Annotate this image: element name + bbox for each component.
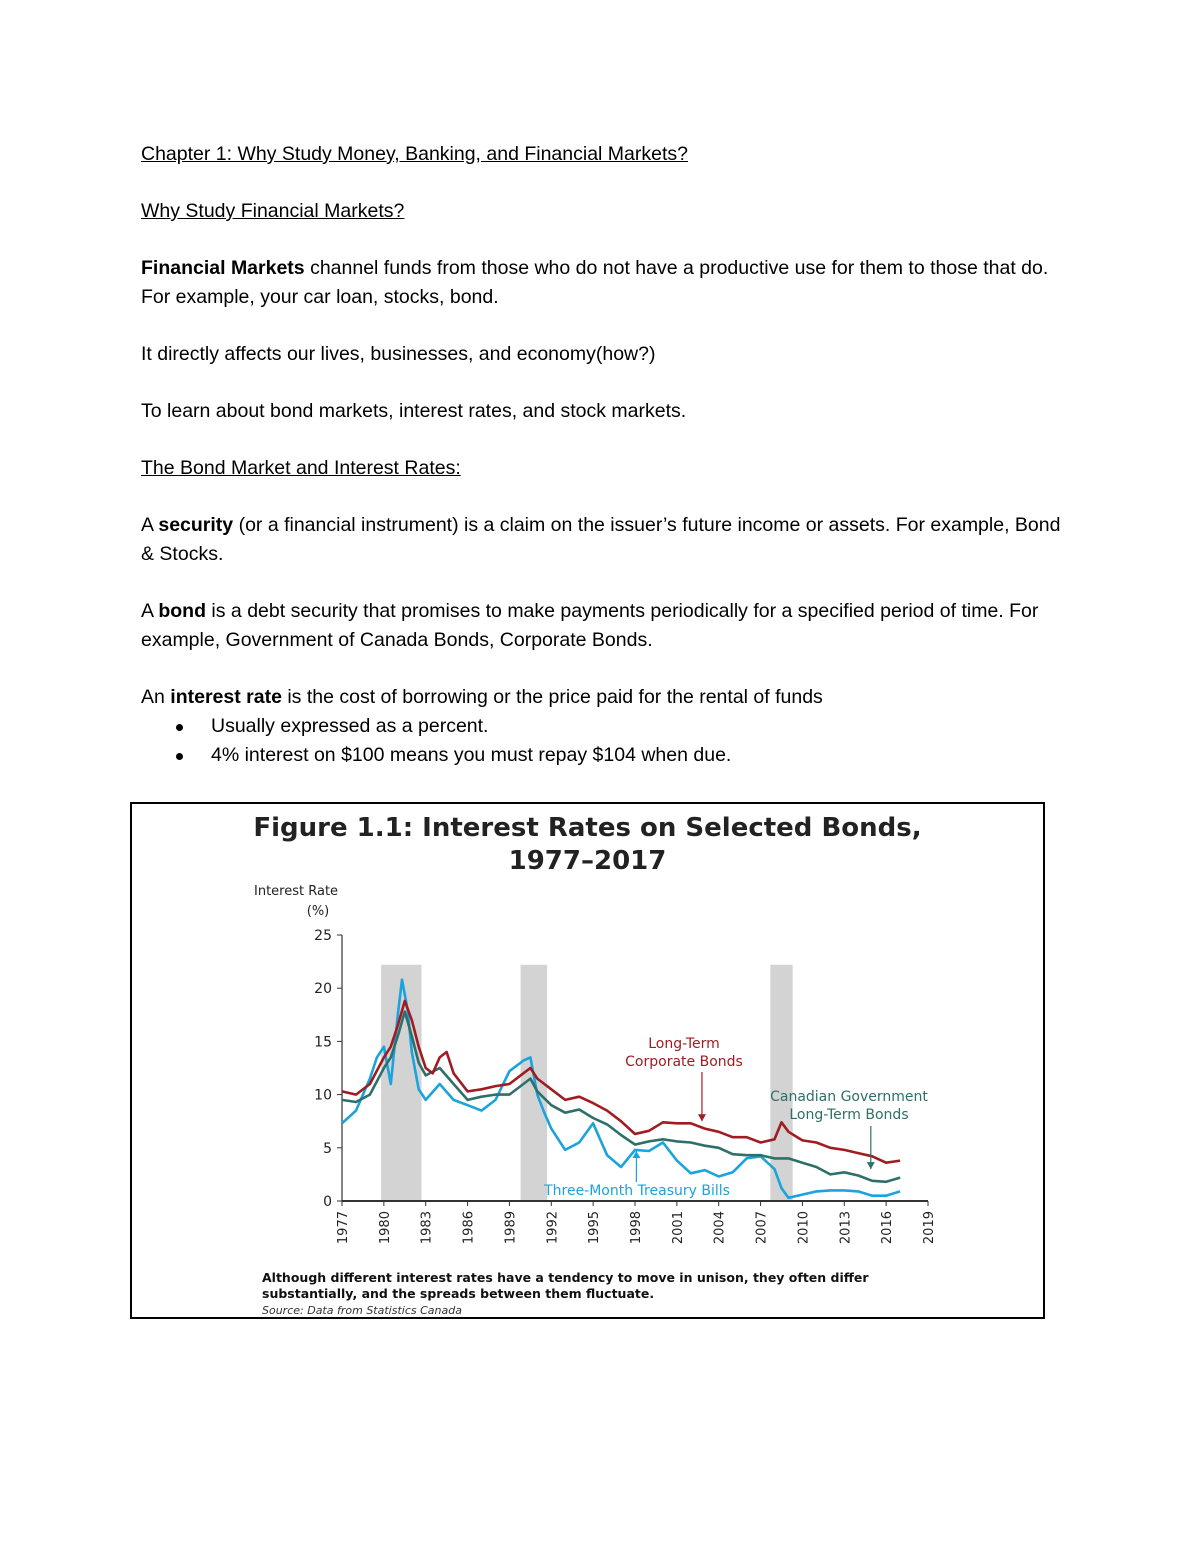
y-tick-label: 0 xyxy=(323,1194,332,1210)
term-interest-rate: interest rate xyxy=(170,686,282,708)
series-label-government: Long-Term Bonds xyxy=(789,1107,909,1123)
x-tick-label: 1992 xyxy=(545,1211,561,1245)
series-line xyxy=(342,1001,900,1163)
x-tick-label: 2019 xyxy=(922,1211,937,1245)
paragraph-security-lead: A xyxy=(141,514,159,536)
figure-source: Source: Data from Statistics Canada xyxy=(262,1304,462,1317)
y-tick-label: 15 xyxy=(314,1034,332,1051)
figure-title-line2: 1977–2017 xyxy=(508,846,667,876)
term-security: security xyxy=(158,514,234,536)
paragraph-security-text: (or a financial instrument) is a claim on the issuer’s future income or assets. For example, Bond & Stocks. xyxy=(141,514,1061,565)
x-tick-label: 1983 xyxy=(419,1211,435,1245)
interest-rate-chart xyxy=(132,804,1043,1317)
pointer-arrow-corporate xyxy=(698,1114,706,1121)
x-tick-label: 2007 xyxy=(754,1211,770,1245)
chapter-title: Chapter 1: Why Study Money, Banking, and Financial Markets? xyxy=(141,143,688,165)
series-label-government: Canadian Government xyxy=(770,1089,928,1105)
series-label-treasury: Three-Month Treasury Bills xyxy=(544,1183,730,1199)
recession-band xyxy=(381,965,421,1201)
paragraph-interest-rate xyxy=(141,683,1071,712)
x-tick-label: 1995 xyxy=(587,1211,603,1245)
x-tick-label: 2001 xyxy=(670,1211,686,1245)
paragraph-security xyxy=(141,511,1071,569)
x-tick-label: 2010 xyxy=(796,1211,812,1245)
term-financial-markets: Financial Markets xyxy=(141,257,305,279)
bullet-list xyxy=(141,712,1071,770)
series-label-corporate: Long-Term xyxy=(648,1036,720,1052)
figure-title-line1: Figure 1.1: Interest Rates on Selected Bonds, xyxy=(253,813,922,843)
paragraph-bond xyxy=(141,597,1071,655)
figure-caption: Although different interest rates have a tendency to move in unison, they often differ substantially, and the spreads between them fluctuate. xyxy=(262,1270,869,1301)
paragraph-bond-text: is a debt security that promises to make payments periodically for a specified period of time. For example, Government of Canada Bonds, Corporate Bonds. xyxy=(141,600,1039,651)
recession-band xyxy=(770,965,792,1201)
x-tick-label: 1986 xyxy=(461,1211,477,1245)
x-tick-label: 2013 xyxy=(838,1211,854,1245)
x-tick-label: 1998 xyxy=(629,1211,644,1245)
x-tick-label: 2016 xyxy=(880,1211,896,1245)
bullet-item: 4% interest on $100 means you must repay $104 when due. xyxy=(173,741,1071,770)
y-tick-label: 5 xyxy=(323,1140,332,1157)
paragraph-financial-markets xyxy=(141,254,1071,312)
y-axis-label: Interest Rate xyxy=(254,884,339,899)
y-tick-label: 25 xyxy=(314,928,332,944)
paragraph-interest-rate-text: is the cost of borrowing or the price paid for the rental of funds xyxy=(281,686,823,708)
paragraph-affects-lives: It directly affects our lives, businesses, and economy(how?) xyxy=(141,343,656,365)
paragraph-financial-markets-text: channel funds from those who do not have a productive use for them to those that do. For example, your car loan, stocks, bond. xyxy=(141,257,1049,308)
section-title-financial-markets: Why Study Financial Markets? xyxy=(141,200,405,222)
paragraph-learn-about: To learn about bond markets, interest rates, and stock markets. xyxy=(141,400,687,422)
series-label-corporate: Corporate Bonds xyxy=(625,1054,743,1070)
x-tick-label: 2004 xyxy=(712,1211,728,1245)
document-body xyxy=(141,140,1071,770)
term-bond: bond xyxy=(158,600,207,622)
y-tick-label: 10 xyxy=(314,1087,332,1104)
pointer-arrow-government xyxy=(867,1162,875,1169)
section-title-bond-market: The Bond Market and Interest Rates: xyxy=(141,457,461,479)
figure-box xyxy=(130,802,1045,1319)
y-tick-label: 20 xyxy=(314,981,332,998)
paragraph-interest-rate-lead: An xyxy=(141,686,171,708)
bullet-item: Usually expressed as a percent. xyxy=(173,712,1071,741)
x-tick-label: 1980 xyxy=(377,1211,393,1245)
y-axis-label-unit: (%) xyxy=(306,904,330,919)
x-tick-label: 1977 xyxy=(336,1211,351,1245)
paragraph-bond-lead: A xyxy=(141,600,159,622)
x-tick-label: 1989 xyxy=(503,1211,519,1245)
